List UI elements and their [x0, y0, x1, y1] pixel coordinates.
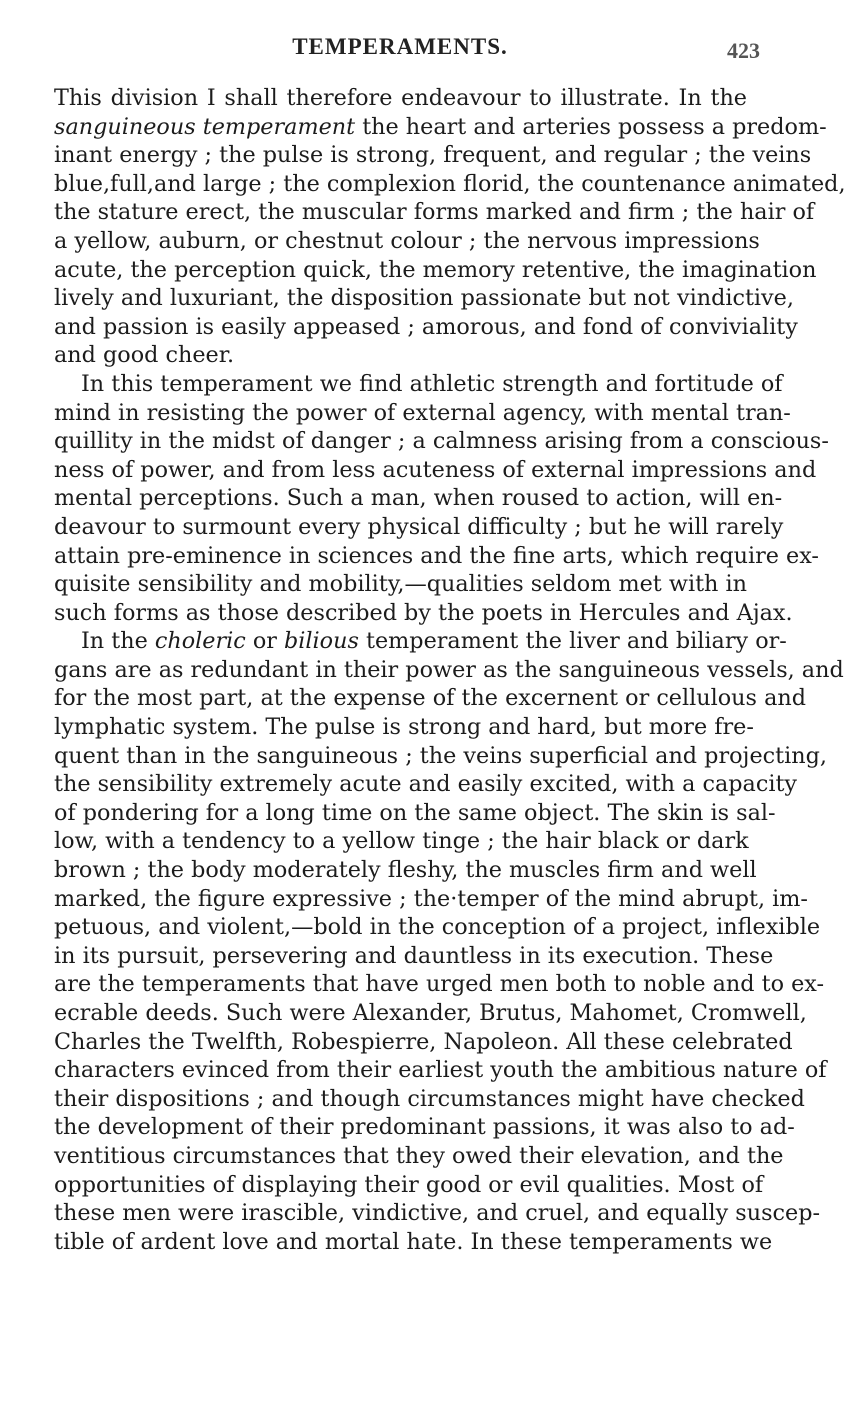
text-line: petuous, and violent,—bold in the conception of a project, inflexible [54, 914, 821, 941]
text-line: sanguineous temperament the heart and arteries possess a predom- [54, 113, 827, 140]
text-line: ness of power, and from less acuteness of external impressions and [54, 456, 817, 483]
text-line: these men were irascible, vindictive, and cruel, and equally suscep- [54, 1200, 821, 1227]
text-line: a yellow, auburn, or chestnut colour ; the nervous impressions [54, 227, 760, 254]
running-title: TEMPERAMENTS. [292, 34, 508, 59]
text-line: brown ; the body moderately fleshy, the muscles firm and well [54, 857, 757, 884]
text-line: the stature erect, the muscular forms marked and firm ; the hair of [54, 199, 815, 226]
text-line: blue,full,and large ; the complexion florid, the countenance animated, [54, 170, 846, 197]
text-line: lively and luxuriant, the disposition passionate but not vindictive, [54, 285, 794, 312]
page-number: 423 [727, 38, 760, 63]
text-line: Charles the Twelfth, Robespierre, Napoleon. All these celebrated [54, 1028, 793, 1055]
text-line: ecrable deeds. Such were Alexander, Brutus, Mahomet, Cromwell, [54, 1000, 807, 1026]
body-text [54, 84, 846, 1256]
text-line: quent than in the sanguineous ; the veins superficial and projecting, [54, 742, 827, 769]
text-line: quillity in the midst of danger ; a calmness arising from a conscious- [54, 428, 829, 455]
text-line: the development of their predominant passions, it was also to ad- [54, 1114, 795, 1141]
text-line: characters evinced from their earliest youth the ambitious nature of [54, 1057, 827, 1084]
text-line: tible of ardent love and mortal hate. In these temperaments we [54, 1228, 773, 1255]
text-line: and passion is easily appeased ; amorous, and fond of conviviality [54, 313, 798, 340]
text-line: for the most part, at the expense of the excernent or cellulous and [54, 685, 806, 712]
italic-term: choleric [154, 628, 246, 655]
italic-term: sanguineous temperament [54, 113, 356, 140]
text-line: quisite sensibility and mobility,—qualities seldom met with in [54, 571, 747, 598]
text-line: inant energy ; the pulse is strong, frequent, and regular ; the veins [54, 142, 812, 169]
text-line: mind in resisting the power of external agency, with mental tran- [54, 399, 791, 426]
text-line: in its pursuit, persevering and dauntless in its execution. These [54, 942, 774, 969]
text-line: deavour to surmount every physical difficulty ; but he will rarely [54, 513, 784, 540]
text-line: This division I shall therefore endeavour to illustrate. In the [54, 85, 747, 111]
text-line: their dispositions ; and though circumstances might have checked [54, 1085, 805, 1112]
running-head [0, 30, 800, 63]
text-line: ventitious circumstances that they owed their elevation, and the [54, 1142, 784, 1169]
text-line: low, with a tendency to a yellow tinge ; the hair black or dark [54, 828, 749, 855]
text-line: gans are as redundant in their power as the sanguineous vessels, and [54, 656, 844, 683]
text-line: acute, the perception quick, the memory retentive, the imagination [54, 256, 817, 283]
text-line: In the choleric or bilious temperament the liver and biliary or- [81, 628, 787, 655]
text-line: marked, the figure expressive ; the·temper of the mind abrupt, im- [54, 885, 808, 912]
text-line: opportunities of displaying their good or evil qualities. Most of [54, 1171, 764, 1198]
text-line: mental perceptions. Such a man, when roused to action, will en- [54, 485, 783, 512]
text-line: such forms as those described by the poets in Hercules and Ajax. [54, 599, 793, 626]
text-line: and good cheer. [54, 342, 235, 369]
text-line: lymphatic system. The pulse is strong and hard, but more fre- [54, 714, 754, 741]
text-line: are the temperaments that have urged men both to noble and to ex- [54, 971, 825, 998]
text-line: In this temperament we find athletic strength and fortitude of [81, 370, 783, 397]
text-line: the sensibility extremely acute and easily excited, with a capacity [54, 771, 798, 798]
text-line: of pondering for a long time on the same object. The skin is sal- [54, 799, 776, 826]
text-line: attain pre-eminence in sciences and the fine arts, which require ex- [54, 542, 819, 569]
italic-term: bilious [284, 628, 359, 655]
